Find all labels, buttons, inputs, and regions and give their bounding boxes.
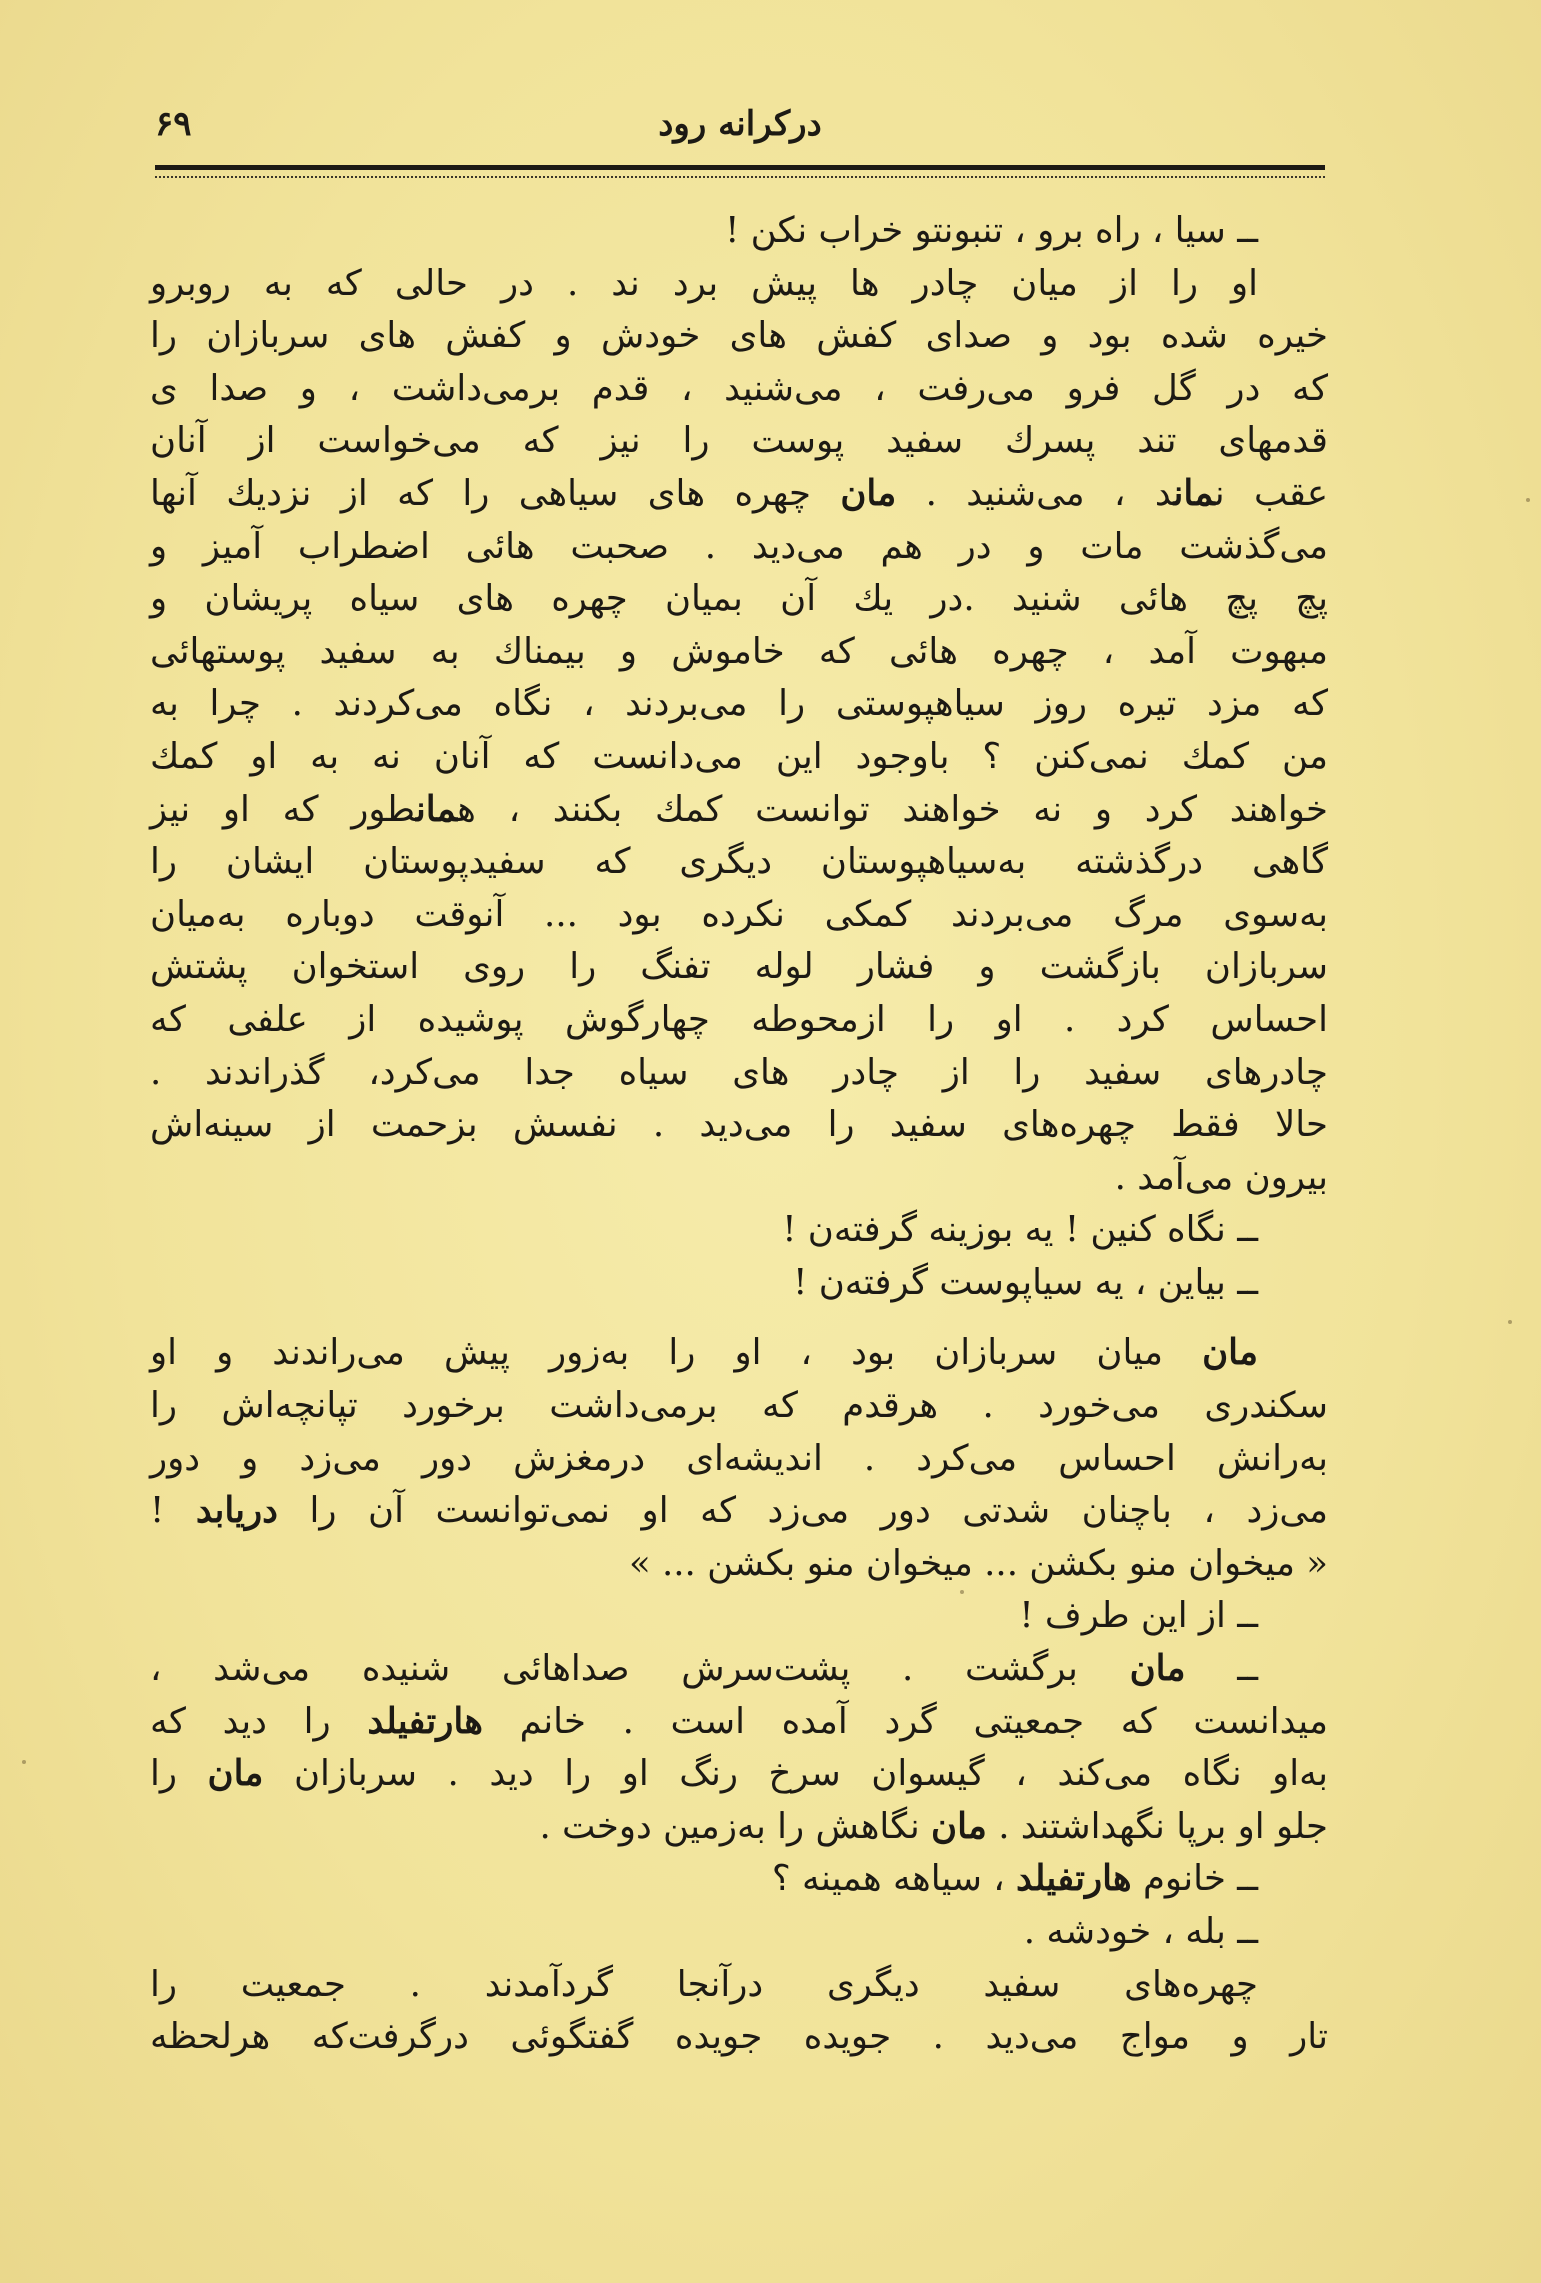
paper-speck <box>960 1590 964 1594</box>
text-line: که در گل فرو می‌رفت ، می‌شنید ، قدم برمی‌داشت ، و صدا ی <box>150 367 1328 409</box>
text-line: گاهی درگذشته به‌سیاهپوستان دیگری که سفیدپوستان ایشان را <box>150 841 1328 883</box>
paragraph-gap <box>150 1309 1328 1327</box>
text-line: جلو او برپا نگهداشتند . مان نگاهش را به‌زمین دوخت . <box>539 1805 1328 1847</box>
text-line: « میخوان منو بکشن ... میخوان منو بکشن ... » <box>628 1542 1328 1584</box>
text-line: قدمهای تند پسرك سفید پوست را نیز که می‌خواست از آنان <box>150 420 1328 462</box>
paper-speck <box>1508 1320 1512 1324</box>
text-line: عقب نماند ، می‌شنید . مان چهره های سیاهی را که از نزدیك آنها <box>150 472 1329 514</box>
text-line: مان میان سربازان بود ، او را به‌زور پیش می‌راندند و او <box>150 1332 1258 1374</box>
dialog-line: ــ بله ، خودشه . <box>1023 1911 1258 1952</box>
page-header <box>155 100 1325 160</box>
text-line: مبهوت آمد ، چهره هائی که خاموش و بیمناك به سفید پوستهائی <box>150 630 1328 672</box>
text-line: به‌رانش احساس می‌کرد . اندیشه‌ای درمغزش دور می‌زد و دور <box>150 1437 1328 1479</box>
text-line: به‌سوی مرگ می‌بردند کمکی نکرده بود ... آنوقت دوباره به‌میان <box>150 893 1328 935</box>
text-line: خیره شده بود و صدای کفش های خودش و کفش های سربازان را <box>150 315 1328 357</box>
page-number: ۶۹ <box>155 104 192 144</box>
text-line: او را از میان چادر ها پیش برد ند . در حالی که به روبرو <box>150 262 1258 304</box>
text-line: که مزد تیره روز سیاهپوستی را می‌بردند ، نگاه می‌کردند . چرا به <box>150 683 1328 725</box>
dialog-line: ــ از این طرف ! <box>1019 1595 1258 1637</box>
text-line: احساس کرد . او را ازمحوطه چهارگوش پوشیده از علفی که <box>150 998 1328 1040</box>
text-line: میدانست که جمعیتی گرد آمده است . خانم هارتفیلد را دید که <box>150 1700 1328 1742</box>
text-line: می‌گذشت مات و در هم می‌دید . صحبت هائی اضطراب آمیز و <box>150 525 1328 567</box>
text-line: می‌زد ، باچنان شدتی دور می‌زد که او نمی‌توانست آن را دریابد ! <box>150 1490 1328 1532</box>
dialog-line: ــ سیا ، راه برو ، تنبونتو خراب نکن ! <box>725 210 1258 251</box>
text-line: خواهند کرد و نه خواهند توانست کمك بکنند ، همانطور که او نیز <box>150 788 1328 830</box>
running-title: درکرانه رود <box>658 104 822 144</box>
dialog-line: ــ بیاین ، یه سیاپوست گرفته‌ن ! <box>793 1261 1258 1303</box>
header-rule <box>155 165 1325 170</box>
text-line: به‌او نگاه می‌کند ، گیسوان سرخ رنگ او را دید . سربازان مان را <box>150 1753 1329 1795</box>
text-line: سکندری می‌خورد . هرقدم که برمی‌داشت برخورد تپانچه‌اش را <box>150 1385 1328 1427</box>
text-line: سربازان بازگشت و فشار لوله تفنگ را روی استخوان پشتش <box>150 946 1328 988</box>
text-line: تار و مواج می‌دید . جویده جویده گفتگوئی درگرفت‌که هرلحظه <box>150 2016 1328 2058</box>
text-line: پچ پچ هائی شنید .در یك آن بمیان چهره های سیاه پریشان و <box>150 578 1328 620</box>
header-dotted-rule <box>155 176 1325 178</box>
body-text <box>150 205 1328 2064</box>
dialog-line: ــ خانوم هارتفیلد ، سیاهه همینه ؟ <box>771 1858 1258 1900</box>
text-line: حالا فقط چهره‌های سفید را می‌دید . نفسش بزحمت از سینه‌اش <box>150 1104 1329 1146</box>
text-line: من کمك نمی‌کنن ؟ باوجود این می‌دانست که آنان نه به او کمك <box>150 735 1328 777</box>
paper-speck <box>1526 498 1530 502</box>
paper-speck <box>22 1760 26 1764</box>
dialog-line: ــ مان برگشت . پشت‌سرش صداهائی شنیده می‌شد ، <box>150 1648 1258 1690</box>
text-line: چهره‌های سفید دیگری درآنجا گردآمدند . جمعیت را <box>150 1963 1258 2005</box>
text-line: بیرون می‌آمد . <box>1114 1156 1328 1198</box>
dialog-line: ــ نگاه کنین ! یه بوزینه گرفته‌ن ! <box>782 1209 1258 1251</box>
text-line: چادرهای سفید را از چادر های سیاه جدا می‌کرد، گذراندند . <box>150 1051 1328 1093</box>
